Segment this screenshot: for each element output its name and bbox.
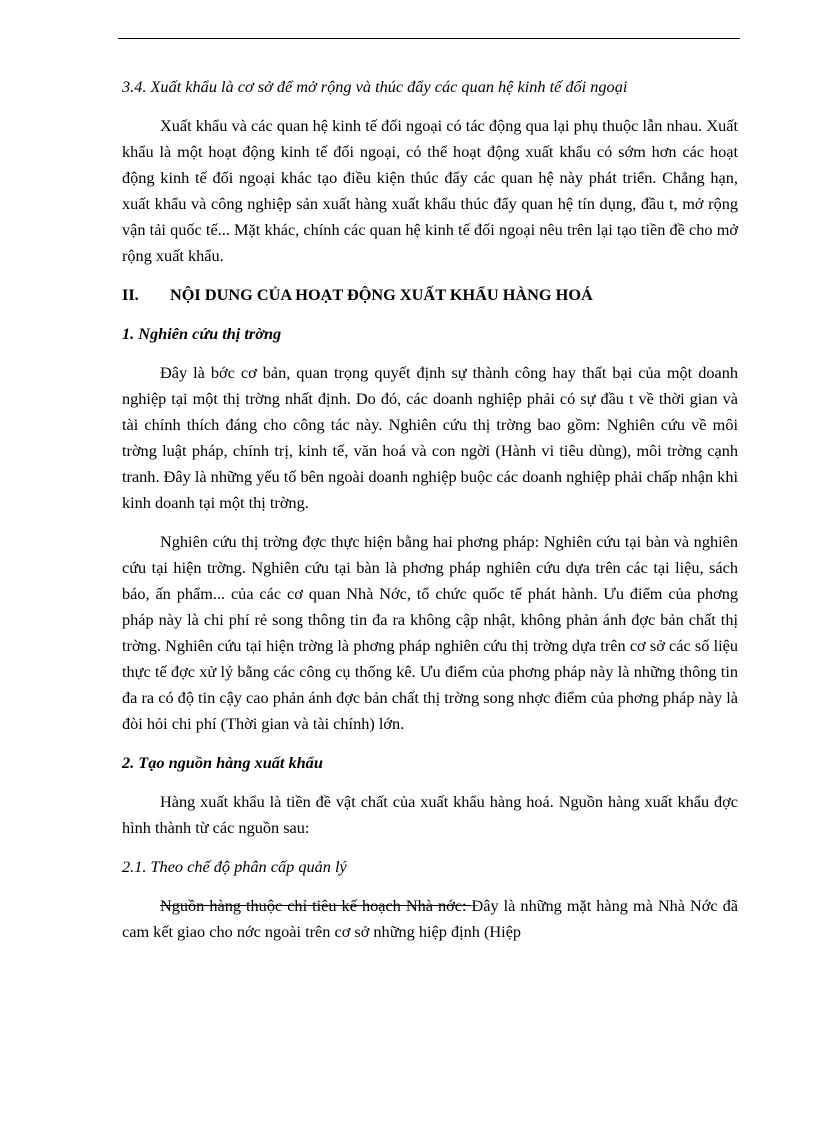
section-II-number: II. [122,285,139,304]
section-1-heading: 1. Nghiên cứu thị trờng [122,324,282,343]
section-2-1-paragraph [122,893,738,945]
section-1-paragraph-2: Nghiên cứu thị trờng đợc thực hiện bằng hai phơng pháp: Nghiên cứu tại bàn và nghiên cứu tại hiện trờng. Nghiên cứu tại bàn là phơng pháp nghiên cứu dựa trên các tại liệu, sách báo, ấn phẩm... của các cơ quan Nhà Nớc, tổ chức quốc tế phát hành. Ưu điểm của phơng pháp này là chi phí rẻ song thông tin đa ra không cập nhật, không phản ánh đợc bản chất thị trờng. Nghiên cứu tại hiện trờng là phơng pháp nghiên cứu thị trờng dựa trên cơ sở các số liệu thực tế đợc xử lý bằng các công cụ thống kê. Ưu điểm của phơng pháp này là những thông tin đa ra có độ tin cậy cao phản ánh đợc bản chất thị trờng song nhợc điểm của phơng pháp này là đòi hỏi chi phí (Thời gian và tài chính) lớn. [122,532,738,733]
section-II-heading [122,282,738,308]
section-1-paragraph-1: Đây là bớc cơ bản, quan trọng quyết định sự thành công hay thất bại của một doanh nghiệp tại một thị trờng nhất định. Do đó, các doanh nghiệp phải có sự đầu t về thời gian và tài chính thích đáng cho công tác này. Nghiên cứu thị trờng bao gồm: Nghiên cứu về môi trờng luật pháp, chính trị, kinh tế, văn hoá và con ngời (Hành vi tiêu dùng), môi trờng cạnh tranh. Đây là những yếu tố bên ngoài doanh nghiệp buộc các doanh nghiệp phải chấp nhận khi kinh doanh tại một thị trờng. [122,363,738,512]
section-II-title: NỘI DUNG CỦA HOẠT ĐỘNG XUẤT KHẨU HÀNG HOÁ [170,285,593,304]
section-2-heading: 2. Tạo nguồn hàng xuất khẩu [122,753,323,772]
header-rule [118,38,740,39]
section-2-1-heading: 2.1. Theo chế độ phân cấp quản lý [122,857,347,876]
section-2-1-body-text: Đây là những mặt hàng mà Nhà Nớc đã cam kết giao cho nớc ngoài trên cơ sở những hiệp định (Hiệp [122,896,738,941]
section-2-paragraph: Hàng xuất khẩu là tiền đề vật chất của xuất khẩu hàng hoá. Nguồn hàng xuất khẩu đợc hình thành từ các nguồn sau: [122,792,738,837]
section-2-1-lead-text: Nguồn hàng thuộc chỉ tiêu kế hoạch Nhà nớc: [160,896,472,915]
section-3-4-paragraph: Xuất khẩu và các quan hệ kinh tế đối ngoại có tác động qua lại phụ thuộc lẫn nhau. Xuất khẩu là một hoạt động kinh tế đối ngoại, có thể hoạt động xuất khẩu có sớm hơn các hoạt động kinh tế đối ngoại khác tạo điều kiện thúc đẩy các quan hệ này phát triển. Chẳng hạn, xuất khẩu và công nghiệp sản xuất hàng xuất khẩu thúc đẩy quan hệ tín dụng, đầu t, mở rộng vận tải quốc tế... Mặt khác, chính các quan hệ kinh tế đối ngoại nêu trên lại tạo tiền đề cho mở rộng xuất khẩu. [122,116,738,265]
section-3-4-heading: 3.4. Xuất khẩu là cơ sở để mở rộng và thúc đẩy các quan hệ kinh tế đối ngoại [122,77,628,96]
document-body [122,74,738,958]
